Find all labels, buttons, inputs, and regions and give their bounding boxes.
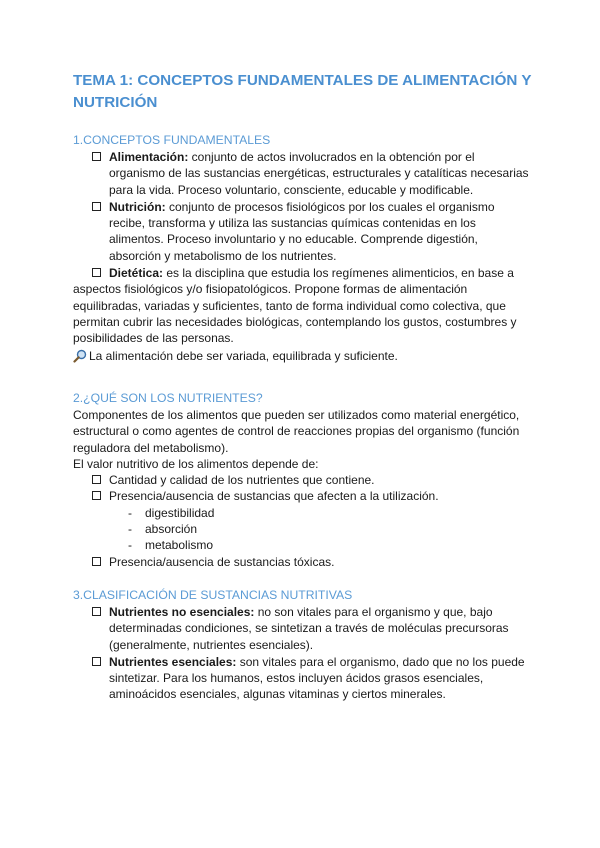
list-item-text: Presencia/ausencia de sustancias tóxicas. [109, 554, 335, 569]
checkbox-icon [92, 268, 101, 277]
term-definition: es la disciplina que estudia los regímenes alimenticios, en base a aspectos fisiológicos y/o fisiopatológicos. Propone formas de alimentación equilibradas, variadas y suficientes, tanto de forma individual como colectiva, que permitan cubrir las necesidades biológicas, contemplando los gustos, costumbres y posibilidades de las personas. [73, 266, 517, 346]
section-conceptos [73, 132, 533, 364]
term-definition: son vitales para el organismo, dado que no los puede sintetizar. Para los humanos, estos incluyen ácidos grasos esenciales, aminoácidos esenciales, algunas vitaminas y ciertos minerales. [109, 654, 525, 702]
term-label: Alimentación: [109, 150, 189, 164]
term-label: Nutrientes esenciales: [109, 654, 237, 669]
list-item [73, 554, 533, 570]
term-label: Nutrientes no esenciales: [109, 605, 255, 619]
note [73, 348, 533, 364]
list-item [73, 604, 533, 653]
sub-list-item-text: metabolismo [145, 538, 214, 553]
term-definition: conjunto de actos involucrados en la obtención por el organismo de las sustancias energéticas, estructurales y catalíticas necesarias para la vida. Proceso voluntario, consciente, educable y modificable. [109, 150, 529, 197]
page-title: TEMA 1: CONCEPTOS FUNDAMENTALES DE ALIMENTACIÓN Y NUTRICIÓN [73, 72, 532, 111]
sub-list-item-text: digestibilidad [145, 505, 215, 520]
term-definition: no son vitales para el organismo y que, bajo determinadas condiciones, se sintetizan a través de moléculas precursoras (generalmente, nutrientes esenciales). [109, 605, 509, 652]
list-item [73, 488, 533, 504]
sub-list-item-text: absorción [145, 522, 198, 537]
list-item [73, 265, 533, 346]
list-item-text: Cantidad y calidad de los nutrientes que contiene. [109, 473, 375, 488]
checkbox-icon [92, 202, 101, 211]
dash-bullet: - [128, 505, 132, 520]
dash-bullet: - [128, 538, 132, 553]
checkbox-icon [92, 557, 101, 566]
term-label: Dietética: [109, 266, 164, 281]
checkbox-icon [92, 491, 101, 500]
term-definition: conjunto de procesos fisiológicos por los cuales el organismo recibe, transforma y utiliza las sustancias químicas contenidas en los alimentos. Proceso involuntario y no educable. Comprende digestión, absorción y metabolismo de los nutrientes. [109, 199, 495, 263]
note-text: La alimentación debe ser variada, equilibrada y suficiente. [89, 348, 398, 363]
list-item-text: Presencia/ausencia de sustancias que afecten a la utilización. [109, 489, 439, 504]
paragraph: Componentes de los alimentos que pueden ser utilizados como material energético, estructural o como agentes de control de reacciones propias del organismo (función reguladora del metabolismo). [73, 408, 520, 455]
checkbox-icon [92, 152, 101, 161]
section-heading: 1.CONCEPTOS FUNDAMENTALES [73, 133, 271, 147]
section-nutrientes [73, 390, 533, 570]
checkbox-icon [92, 657, 101, 666]
sub-list-item [73, 521, 533, 537]
section-heading: 3.CLASIFICACIÓN DE SUSTANCIAS NUTRITIVAS [73, 588, 353, 602]
list-item [73, 149, 533, 198]
list-item [73, 199, 533, 264]
checkbox-icon [92, 475, 101, 484]
term-label: Nutrición: [109, 199, 166, 214]
dash-bullet: - [128, 522, 132, 537]
magnifier-icon [73, 349, 87, 363]
sub-list-item [73, 505, 533, 521]
list-item [73, 654, 533, 703]
section-heading: 2.¿QUÉ SON LOS NUTRIENTES? [73, 391, 263, 405]
list-item [73, 472, 533, 488]
section-clasificacion [73, 587, 533, 703]
sub-list-item [73, 537, 533, 553]
paragraph: El valor nutritivo de los alimentos depende de: [73, 456, 319, 471]
checkbox-icon [92, 607, 101, 616]
